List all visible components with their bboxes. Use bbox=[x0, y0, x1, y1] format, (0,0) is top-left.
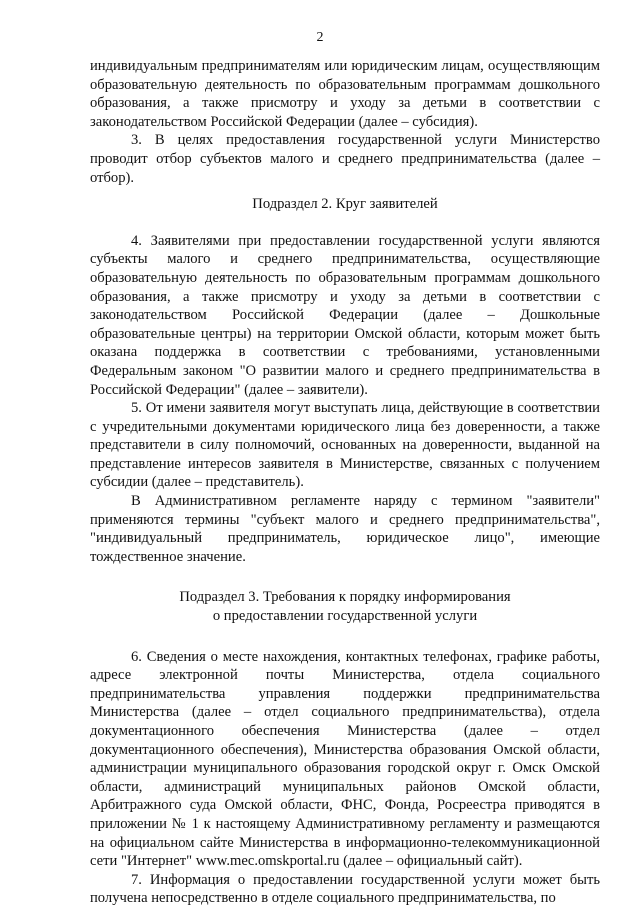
paragraph-item-7: 7. Информация о предоставлении государственной услуги может быть получена непосредственно в отделе социального предпринимательства, по bbox=[90, 871, 600, 907]
paragraph-item-6: 6. Сведения о месте нахождения, контактных телефонах, графике работы, адресе электронной почты Министерства, отдела социального предпринимательства управления поддержки предпринимательства Министерства (далее – отдел социального предпринимательства), отдела документационного обеспечения Министерства (далее – отдел документационного обеспечения), Министерства образования Омской области, администрации муниципального образования городской округ г. Омск Омской области, администраций муниципальных районов Омской области, Арбитражного суда Омской области, ФНС, Фонда, Росреестра приводятся в приложении № 1 к настоящему Административному регламенту и размещаются на официальном сайте Министерства в информационно-телекоммуникационной сети "Интернет" www.mec.omskportal.ru (далее – официальный сайт). bbox=[90, 648, 600, 870]
terms-paragraph: В Административном регламенте наряду с термином "заявители" применяются термины "субъект малого и среднего предпринимательства", "индивидуальный предприниматель, юридическое лицо", имеющие тождественное значение. bbox=[90, 493, 600, 565]
paragraph-item-3: 3. В целях предоставления государственной услуги Министерство проводит отбор субъектов малого и среднего предпринимательства (далее – отбор). bbox=[90, 132, 600, 186]
subsection-2-heading: Подраздел 2. Круг заявителей bbox=[252, 196, 438, 213]
page-number: 2 bbox=[316, 30, 324, 45]
paragraph-item-5: 5. От имени заявителя могут выступать лица, действующие в соответствии с учредительными документами юридического лица без доверенности, а также представители в силу полномочий, основанных на доверенности, выданной на представление интересов заявителя в Министерстве, связанных с получением субсидии (далее – представитель). bbox=[90, 400, 600, 491]
document-body bbox=[90, 57, 600, 908]
subsection-3-heading-line-1: Подраздел 3. Требования к порядку информирования bbox=[179, 589, 511, 606]
subsection-3-heading-line-2: о предоставлении государственной услуги bbox=[212, 608, 478, 625]
intro-paragraph: индивидуальным предпринимателям или юридическим лицам, осуществляющим образовательную деятельность по образовательным программам дошкольного образования, а также присмотру и уходу за детьми в соответствии с законодательством Российской Федерации (далее – субсидия). bbox=[90, 58, 600, 130]
paragraph-item-4: 4. Заявителями при предоставлении государственной услуги являются субъекты малого и среднего предпринимательства, осуществляющие образовательную деятельность по образовательным программам дошкольного образования, а также присмотру и уходу за детьми в соответствии с законодательством Российской Федерации (далее – Дошкольные образовательные центры) на территории Омской области, которым может быть оказана поддержка в соответствии с требованиями, установленными Федеральным законом "О развитии малого и среднего предпринимательства в Российской Федерации" (далее – заявители). bbox=[90, 232, 600, 398]
